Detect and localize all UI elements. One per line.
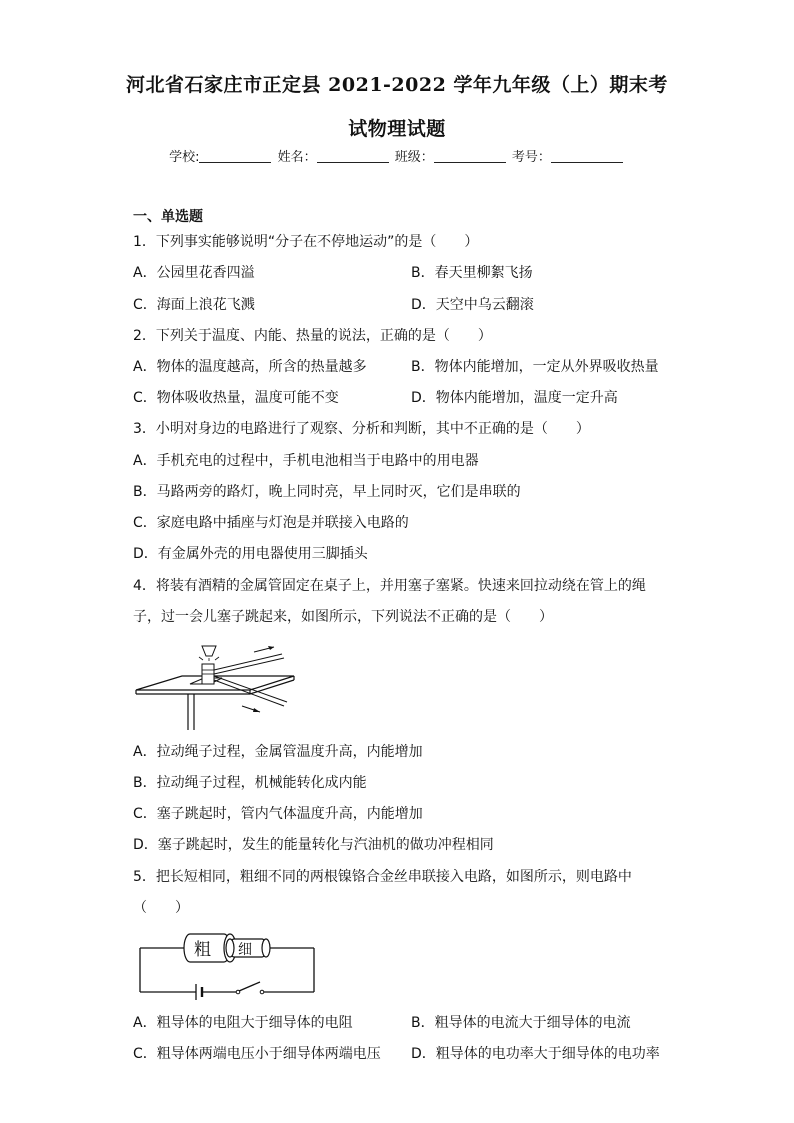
section-title: 一、单选题: [133, 209, 203, 225]
question-1-stem: 1．下列事实能够说明“分子在不停地运动”的是（ ）: [133, 234, 479, 250]
q3-option-c[interactable]: C．家庭电路中插座与灯泡是并联接入电路的: [133, 515, 409, 531]
q2-option-b[interactable]: B．物体内能增加，一定从外界吸收热量: [411, 359, 659, 375]
field-school-label: 学校:: [169, 150, 200, 165]
question-4-stem-line1: 4．将装有酒精的金属管固定在桌子上，并用塞子塞紧。快速来回拉动绕在管上的绳: [133, 578, 646, 594]
q5-option-c[interactable]: C．粗导体两端电压小于细导体两端电压: [133, 1046, 381, 1062]
question-5-stem-line2: （ ）: [133, 900, 189, 916]
q5-option-d[interactable]: D．粗导体的电功率大于细导体的电功率: [411, 1046, 660, 1062]
thick-wire-label: 粗: [194, 940, 211, 960]
field-id-label: 考号：: [511, 150, 551, 165]
q3-option-b[interactable]: B．马路两旁的路灯，晚上同时亮，早上同时灭，它们是串联的: [133, 484, 521, 500]
q5-figure-series-circuit: [134, 928, 320, 1000]
field-id-blank[interactable]: [551, 150, 623, 163]
exam-title-line1: 河北省石家庄市正定县 2021-2022 学年九年级（上）期末考: [126, 74, 668, 96]
q1-option-d[interactable]: D．天空中乌云翻滚: [411, 297, 534, 313]
q1-option-b[interactable]: B．春天里柳絮飞扬: [411, 265, 533, 281]
q5-option-b[interactable]: B．粗导体的电流大于细导体的电流: [411, 1015, 631, 1031]
question-2-stem: 2．下列关于温度、内能、热量的说法，正确的是（ ）: [133, 328, 492, 344]
q4-figure-metal-tube-on-table: [132, 640, 302, 732]
q4-option-d[interactable]: D．塞子跳起时，发生的能量转化与汽油机的做功冲程相同: [133, 837, 494, 853]
field-name-blank[interactable]: [317, 150, 389, 163]
q3-option-a[interactable]: A．手机充电的过程中，手机电池相当于电路中的用电器: [133, 453, 479, 469]
field-class-blank[interactable]: [434, 150, 506, 163]
q2-option-d[interactable]: D．物体内能增加，温度一定升高: [411, 390, 618, 406]
q3-option-d[interactable]: D．有金属外壳的用电器使用三脚插头: [133, 546, 368, 562]
question-4-stem-line2: 子，过一会儿塞子跳起来，如图所示，下列说法不正确的是（ ）: [133, 609, 553, 625]
q2-option-c[interactable]: C．物体吸收热量，温度可能不变: [133, 390, 339, 406]
q4-option-b[interactable]: B．拉动绳子过程，机械能转化成内能: [133, 775, 367, 791]
question-3-stem: 3．小明对身边的电路进行了观察、分析和判断，其中不正确的是（ ）: [133, 421, 590, 437]
q4-option-a[interactable]: A．拉动绳子过程，金属管温度升高，内能增加: [133, 744, 423, 760]
student-info-row: [0, 146, 794, 165]
q1-option-a[interactable]: A．公园里花香四溢: [133, 265, 255, 281]
field-class-label: 班级：: [394, 150, 434, 165]
q5-option-a[interactable]: A．粗导体的电阻大于细导体的电阻: [133, 1015, 353, 1031]
exam-title-line2: 试物理试题: [348, 118, 446, 140]
field-school-blank[interactable]: [199, 150, 271, 163]
thin-wire-label: 细: [238, 942, 252, 958]
question-5-stem-line1: 5．把长短相同，粗细不同的两根镍铬合金丝串联接入电路，如图所示，则电路中: [133, 869, 632, 885]
q1-option-c[interactable]: C．海面上浪花飞溅: [133, 297, 255, 313]
q4-option-c[interactable]: C．塞子跳起时，管内气体温度升高，内能增加: [133, 806, 423, 822]
field-name-label: 姓名：: [277, 150, 317, 165]
q2-option-a[interactable]: A．物体的温度越高，所含的热量越多: [133, 359, 367, 375]
